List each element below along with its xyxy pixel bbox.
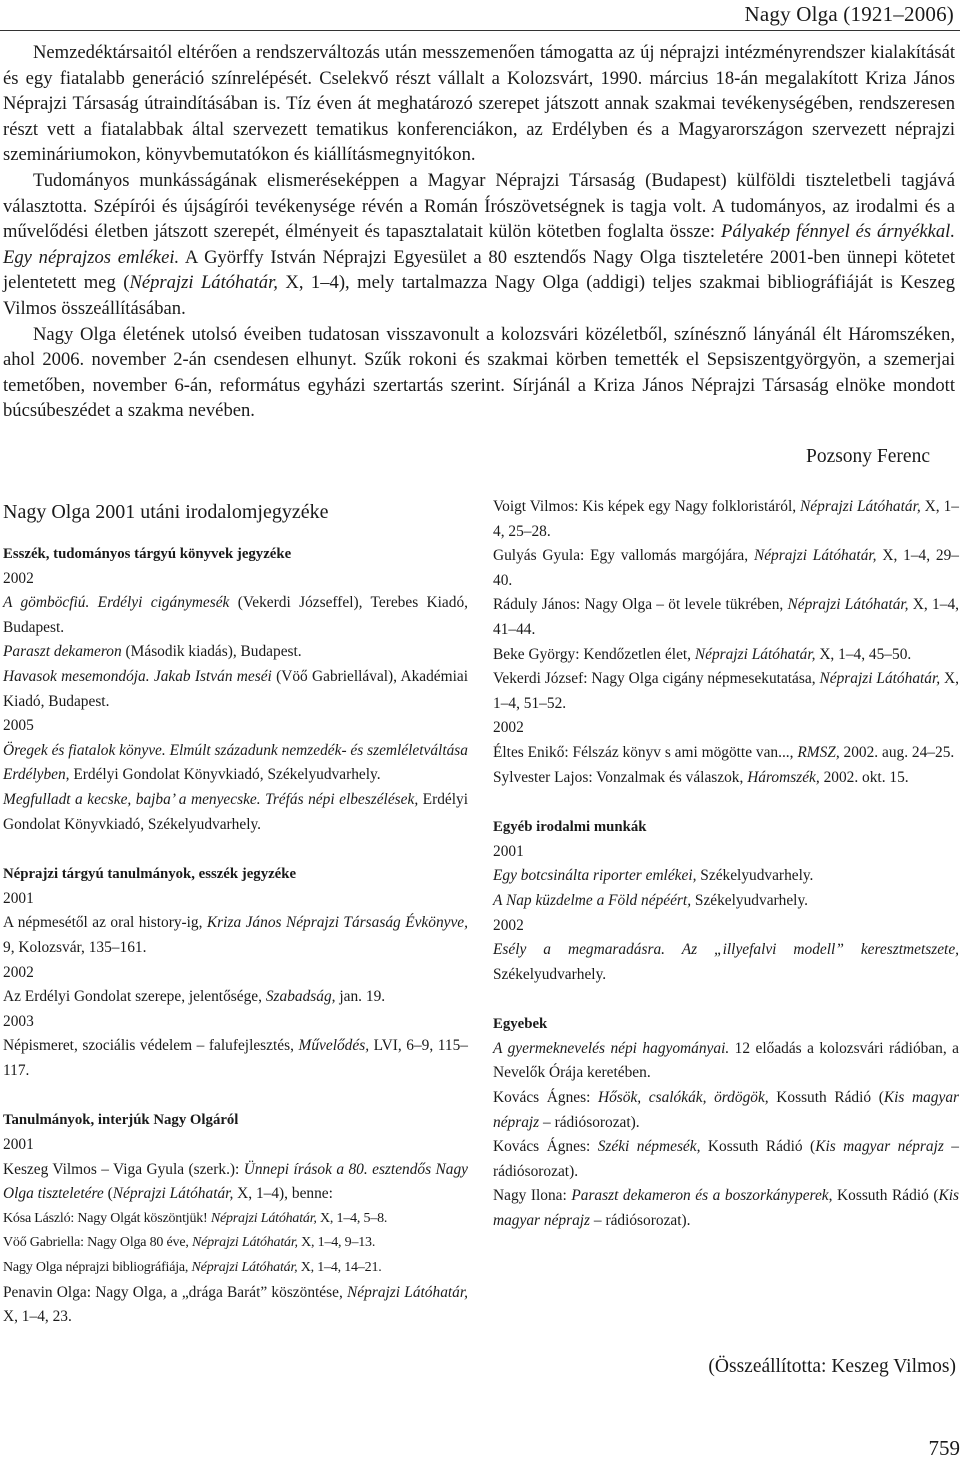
bibliography-right-column bbox=[493, 495, 959, 1234]
bib-entry: Kósa László: Nagy Olgát köszöntjük! Néprajzi Látóhatár, X, 1–4, 5–8. bbox=[3, 1210, 388, 1226]
bib-entry: A gyermeknevelés népi hagyományai. 12 előadás a kolozsvári rádióban, a Nevelők Órája keretében. bbox=[493, 1039, 960, 1082]
paragraph-2-text-c: X, 1–4), mely tartalmazza Nagy Olga (addigi) teljes szakmai bibliográfiáját is Keszeg Vilmos összeállításában. bbox=[3, 272, 955, 319]
bib-entry: A Nap küzdelme a Föld népéért, Székelyudvarhely. bbox=[493, 891, 809, 909]
section-heading: Néprajzi tárgyú tanulmányok, esszék jegyzéke bbox=[3, 866, 297, 883]
section-heading: Egyebek bbox=[493, 1016, 548, 1033]
year-label: 2001 bbox=[493, 842, 524, 860]
header-rule bbox=[0, 30, 960, 31]
bibliography-title: Nagy Olga 2001 utáni irodalomjegyzéke bbox=[3, 501, 329, 523]
compiler-credit: (Összeállította: Keszeg Vilmos) bbox=[708, 1356, 956, 1377]
bib-entry: A népmesétől az oral history-ig, Kriza János Néprajzi Társaság Évkönyve, 9, Kolozsvár, 135–161. bbox=[3, 914, 468, 956]
body-text bbox=[3, 40, 955, 424]
bib-entry: Nagy Olga néprajzi bibliográfiája, Néprajzi Látóhatár, X, 1–4, 14–21. bbox=[3, 1260, 382, 1276]
bib-entry: Keszeg Vilmos – Viga Gyula (szerk.): Ünnepi írások a 80. esztendős Nagy Olga tiszteletére (Néprajzi Látóhatár, X, 1–4), benne: bbox=[3, 1160, 468, 1203]
bib-entry: Vekerdi József: Nagy Olga cigány népmesekutatása, Néprajzi Látóhatár, X, 1–4, 51–52. bbox=[493, 670, 959, 712]
year-label: 2001 bbox=[3, 1136, 34, 1154]
section-heading: Tanulmányok, interjúk Nagy Olgáról bbox=[3, 1112, 239, 1129]
year-label: 2005 bbox=[3, 717, 34, 735]
paragraph-2 bbox=[3, 168, 955, 322]
bib-entry: A gömböcfiú. Erdélyi cigánymesék (Vekerdi Józseffel), Terebes Kiadó, Budapest. bbox=[3, 594, 468, 636]
bib-entry: Sylvester Lajos: Vonzalmak és válaszok, Háromszék, 2002. okt. 15. bbox=[493, 768, 909, 786]
bib-entry: Beke György: Kendőzetlen élet, Néprajzi Látóhatár, X, 1–4, 45–50. bbox=[493, 645, 912, 663]
year-label: 2002 bbox=[3, 569, 34, 587]
bib-entry: Gulyás Gyula: Egy vallomás margójára, Néprajzi Látóhatár, X, 1–4, 29–40. bbox=[493, 547, 959, 589]
bib-entry: Kovács Ágnes: Hősök, csalókák, ördögök, Kossuth Rádió (Kis magyar néprajz – rádiósorozat). bbox=[493, 1089, 960, 1131]
bib-entry: Ráduly János: Nagy Olga – öt levele tükrében, Néprajzi Látóhatár, X, 1–4, 41–44. bbox=[493, 596, 959, 638]
bib-entry: Voigt Vilmos: Kis képek egy Nagy folkloristáról, Néprajzi Látóhatár, X, 1–4, 25–28. bbox=[493, 498, 959, 540]
bib-entry: Kovács Ágnes: Széki népmesék, Kossuth Rádió (Kis magyar néprajz – rádiósorozat). bbox=[493, 1138, 960, 1180]
paragraph-1-text: Nemzedéktársaitól eltérően a rendszerváltozás után messzemenően támogatta az új néprajzi intézményrendszer kialakítását és egy fiatalabb generáció színrelépését. Cselekvő részt vállalt a Kolozsvárt, 1990. március 18-án megalakított Kriza János Néprajzi Társaság útraindításában is. Tíz éven át meghatározó szerepet játszott annak szakmai tevékenységében, rendszeresen részt vett a fiatalabbak által szervezett tematikus konferenciákon, az Erdélyben és a Magyarországon szervezett néprajzi szemináriumokon, könyvbemutatókon és kiállításmegnyitókon. bbox=[3, 42, 955, 166]
section-heading: Esszék, tudományos tárgyú könyvek jegyzéke bbox=[3, 546, 292, 562]
paragraph-3-text: Nagy Olga életének utolsó éveiben tudatosan visszavonult a kolozsvári közéletből, színésznő lányánál élt Háromszéken, ahol 2006. november 2-án csendesen elhunyt. Szűk rokoni és szakmai körben temették el Sepsiszentgyörgyön, a szemerjai temetőben, november 6-án, református egyházi szertartás szerint. Sírjánál a Kriza János Néprajzi Társaság elnöke mondott búcsúbeszédet a szakma nevében. bbox=[3, 323, 955, 422]
bib-entry: Vöő Gabriella: Nagy Olga 80 éve, Néprajzi Látóhatár, X, 1–4, 9–13. bbox=[3, 1235, 376, 1251]
author-signature: Pozsony Ferenc bbox=[805, 446, 930, 467]
bib-entry: Az Erdélyi Gondolat szerepe, jelentősége, Szabadság, jan. 19. bbox=[3, 988, 386, 1006]
bib-entry: Éltes Enikő: Félszáz könyv s ami mögötte van..., RMSZ, 2002. aug. 24–25. bbox=[493, 743, 955, 761]
year-label: 2002 bbox=[3, 963, 34, 981]
bib-entry: Öregek és fiatalok könyve. Elmúlt századunk nemzedék- és szemléletváltása Erdélyben, Erdélyi Gondolat Könyvkiadó, Székelyudvarhely. bbox=[3, 741, 468, 784]
bib-entry: Penavin Olga: Nagy Olga, a „drága Barát” köszöntése, Néprajzi Látóhatár, X, 1–4, 23. bbox=[3, 1283, 468, 1326]
bib-entry: Népismeret, szociális védelem – falufejlesztés, Művelődés, LVI, 6–9, 115–117. bbox=[3, 1037, 468, 1079]
paragraph-2-journal: Néprajzi Látóhatár, bbox=[129, 272, 278, 294]
bib-entry: Havasok mesemondója. Jakab István meséi (Vöő Gabriellával), Akadémiai Kiadó, Budapest. bbox=[3, 667, 468, 710]
year-label: 2002 bbox=[493, 719, 524, 737]
section-heading: Egyéb irodalmi munkák bbox=[493, 819, 647, 836]
paragraph-2-book-title: Pályakép fénnyel és árnyékkal. Egy néprajzos emlékei. bbox=[3, 221, 955, 268]
paragraph-3 bbox=[3, 322, 955, 424]
bibliography-left-column bbox=[3, 495, 468, 1330]
bib-entry: Nagy Ilona: Paraszt dekameron és a boszorkányperek, Kossuth Rádió (Kis magyar néprajz – rádiósorozat). bbox=[493, 1187, 959, 1230]
year-label: 2003 bbox=[3, 1012, 34, 1030]
paragraph-1 bbox=[3, 40, 955, 168]
paragraph-2-text-b: A Györffy István Néprajzi Egyesület a 80 esztendős Nagy Olga tiszteletére 2001-ben ünnepi kötetet jelentetett meg ( bbox=[3, 246, 955, 294]
bib-entry: Paraszt dekameron (Második kiadás), Budapest. bbox=[3, 643, 302, 661]
running-head: Nagy Olga (1921–2006) bbox=[744, 2, 954, 26]
bib-entry: Esély a megmaradásra. Az „illyefalvi modell” keresztmetszete, Székelyudvarhely. bbox=[493, 941, 959, 983]
bib-entry: Egy botcsinálta riporter emlékei, Székelyudvarhely. bbox=[493, 867, 814, 885]
bib-entry: Megfulladt a kecske, bajba’ a menyecske. Tréfás népi elbeszélések, Erdélyi Gondolat Könyvkiadó, Székelyudvarhely. bbox=[3, 790, 468, 833]
page-number: 759 bbox=[928, 1436, 960, 1460]
year-label: 2001 bbox=[3, 889, 34, 907]
year-label: 2002 bbox=[493, 916, 524, 934]
paragraph-2-text-a: Tudományos munkásságának elismeréseképpen a Magyar Néprajzi Társaság (Budapest) külföldi tiszteletbeli tagjává választotta. Szépírói és újságírói tevékenysége révén a Román Írószövetségnek is tagja volt. A tudományos, az irodalmi és a művelődési életben játszott szerepét, élményeit és tapasztalatait külön kötetben foglalta össze: bbox=[3, 169, 955, 243]
